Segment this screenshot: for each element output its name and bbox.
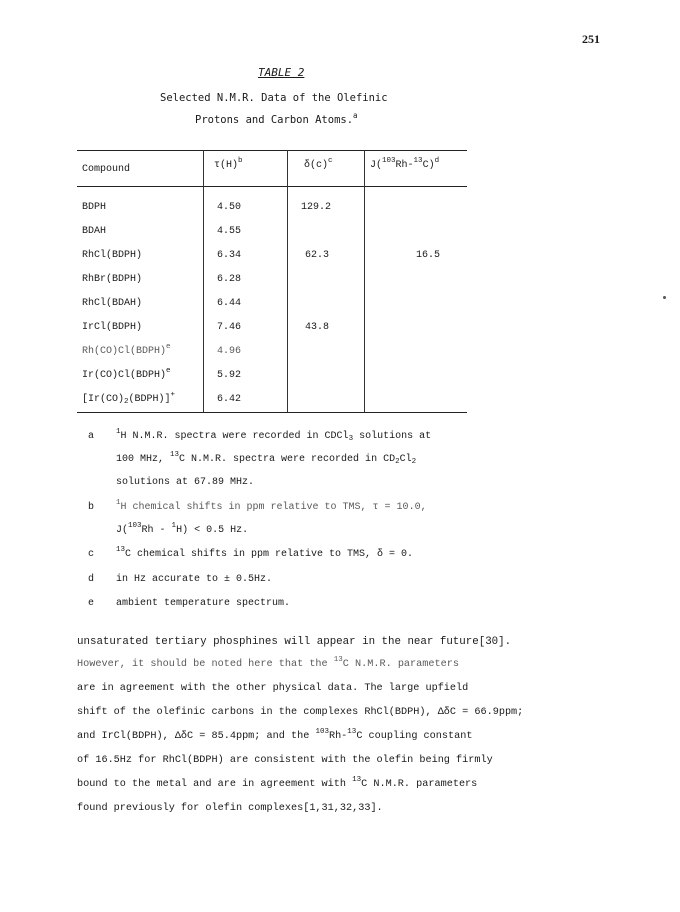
table-cell-tau: 7.46 — [217, 322, 242, 333]
body-line: shift of the olefinic carbons in the complexes RhCl(BDPH), ΔδC = 66.9ppm; — [77, 707, 524, 718]
footnote-e: ambient temperature spectrum. — [116, 598, 291, 609]
table-cell-compound: BDAH — [82, 226, 107, 237]
footnote-d: in Hz accurate to ± 0.5Hz. — [116, 574, 273, 585]
column-divider — [364, 150, 365, 412]
footnote-label: a — [88, 431, 95, 442]
footnote-b-line-1: $^1$H chemical shifts in ppm relative to TMS, τ = 10.0, — [116, 499, 427, 513]
table-cell-tau: 6.34 — [217, 250, 242, 261]
footnote-label: b — [88, 502, 95, 513]
table-cell-compound: RhBr(BDPH) — [82, 274, 143, 285]
footnote-b-line-2: J($^{103}$Rh - $^1$H) < 0.5 Hz. — [116, 522, 249, 536]
table-label: TABLE 2 — [258, 66, 305, 79]
page-number: 251 — [582, 32, 600, 46]
table-cell-delta: 62.3 — [305, 250, 330, 261]
body-line: However, it should be noted here that the $^{13}$C N.M.R. parameters — [77, 656, 459, 670]
body-line: of 16.5Hz for RhCl(BDPH) are consistent with the olefin being firmly — [77, 755, 493, 766]
header-tau: $\tau(H)^b$ — [214, 157, 243, 171]
footnote-a-line-3: solutions at 67.89 MHz. — [116, 477, 255, 488]
column-divider — [203, 150, 204, 412]
table-header-rule — [77, 186, 467, 187]
table-cell-tau: 4.96 — [217, 346, 242, 357]
table-cell-compound: BDPH — [82, 202, 107, 213]
header-compound: Compound — [82, 164, 131, 175]
table-caption-line-2: Protons and Carbon Atoms.$^a$ — [195, 111, 358, 126]
body-line: bound to the metal and are in agreement with $^{13}$C N.M.R. parameters — [77, 776, 478, 790]
footnote-label: e — [88, 598, 95, 609]
table-cell-tau: 6.44 — [217, 298, 242, 309]
table-cell-compound: $[Ir(CO)_2(BDPH)]^+$ — [82, 391, 176, 406]
column-divider — [287, 150, 288, 412]
table-cell-coupling: 16.5 — [416, 250, 441, 261]
table-cell-tau: 4.50 — [217, 202, 242, 213]
header-coupling: $J(^{103}Rh-^{13}C)^d$ — [370, 157, 440, 171]
footnote-label: d — [88, 574, 95, 585]
table-caption-line-1: Selected N.M.R. Data of the Olefinic — [160, 92, 388, 104]
table-cell-compound: IrCl(BDPH) — [82, 322, 143, 333]
body-line: found previously for olefin complexes[1,31,32,33]. — [77, 803, 383, 814]
table-cell-delta: 129.2 — [301, 202, 332, 213]
footnote-a-line-1: $^1$H N.M.R. spectra were recorded in CDCl$_3$ solutions at — [116, 428, 432, 443]
footnote-c: $^{13}$C chemical shifts in ppm relative to TMS, δ = 0. — [116, 546, 414, 560]
body-line: are in agreement with the other physical data. The large upfield — [77, 683, 469, 694]
table-bottom-rule — [77, 412, 467, 413]
table-cell-tau: 5.92 — [217, 370, 242, 381]
table-cell-delta: 43.8 — [305, 322, 330, 333]
header-delta: $\delta(c)^c$ — [304, 157, 333, 171]
footnote-label: c — [88, 549, 95, 560]
table-cell-compound: RhCl(BDAH) — [82, 298, 143, 309]
table-cell-compound: Rh(CO)Cl(BDPH)$^e$ — [82, 343, 171, 357]
table-top-rule — [77, 150, 467, 151]
table-cell-tau: 6.42 — [217, 394, 242, 405]
table-cell-compound: RhCl(BDPH) — [82, 250, 143, 261]
body-line: unsaturated tertiary phosphines will appear in the near future[30]. — [77, 636, 512, 648]
footnote-a-line-2: 100 MHz, $^{13}$C N.M.R. spectra were recorded in $CD_2Cl_2$ — [116, 451, 417, 466]
scan-speck — [663, 296, 666, 299]
body-line: and IrCl(BDPH), ΔδC = 85.4ppm; and the $^{103}$Rh-$^{13}$C coupling constant — [77, 728, 473, 742]
table-cell-tau: 4.55 — [217, 226, 242, 237]
table-cell-compound: Ir(CO)Cl(BDPH)$^e$ — [82, 367, 171, 381]
table-cell-tau: 6.28 — [217, 274, 242, 285]
